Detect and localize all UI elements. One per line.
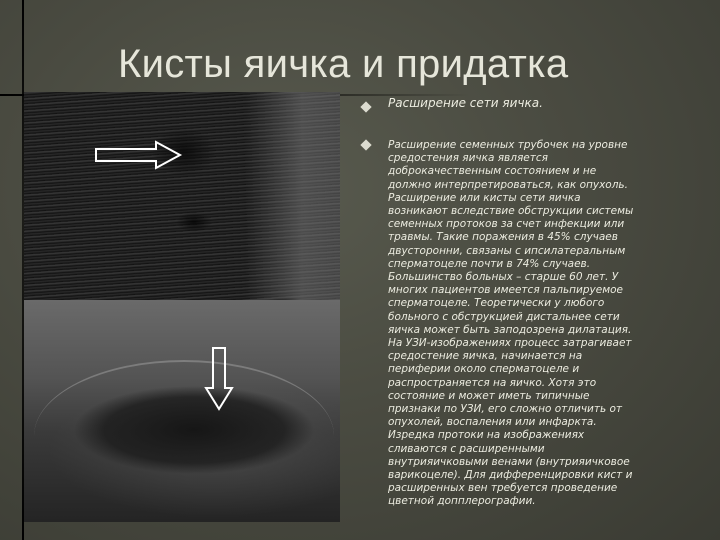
bullet-text-1: Расширение сети яичка. (388, 96, 543, 110)
slide-title: Кисты яичка и придатка (118, 42, 569, 86)
arrow-down-icon (204, 346, 234, 412)
ultrasound-scan-bottom (24, 300, 340, 522)
testis-contour (34, 360, 334, 512)
arrow-right-icon (94, 140, 184, 170)
bullet-text-2: Расширение семенных трубочек на уровне средостения яичка является доброкачественным состоянием и не должно интерпретироваться, как опухоль. Расширение или кисты сети яичка возникают вследствие обструкции системы семенных протоков за счет инфекции или травмы. Такие поражения в 45% случаев двусторонни, связаны с ипсилатеральным сперматоцеле почти в 74% случаев. Большинство больных – старше 60 лет. У многих пациентов имеется пальпируемое сперматоцеле. Теоретически у любого больного с обструкцией дистальнее сети яичка может быть заподозрена дилатация. На УЗИ-изображениях процесс затрагивает средостение яичка, начинается на периферии около сперматоцеле и распространяется на яичко. Хотя это состояние и может иметь типичные признаки по УЗИ, его сложно отличить от опухолей, воспаления или инфаркта. Изредка протоки на изображениях сливаются с расширенными внутрияичковыми венами (внутрияичковое варикоцеле). Для дифференцировки кист и расширенных вен требуется проведение цветной допплерографии. (388, 139, 634, 508)
diamond-bullet-icon (360, 139, 371, 150)
diamond-bullet-icon (360, 101, 371, 112)
ultrasound-scan-top (24, 92, 340, 300)
ultrasound-image (24, 92, 340, 522)
